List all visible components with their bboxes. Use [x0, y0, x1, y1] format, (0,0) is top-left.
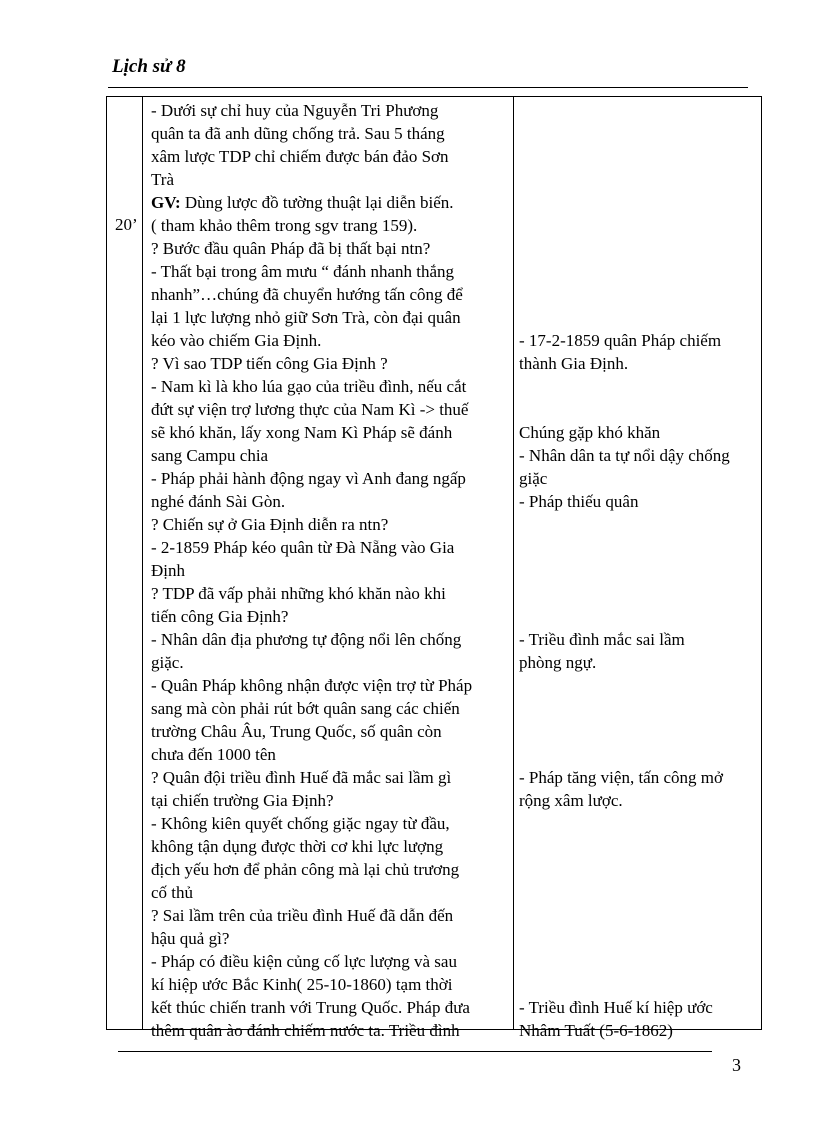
activity-line: ? Chiến sự ở Gia Định diễn ra ntn? — [151, 515, 389, 534]
activity-line: quân ta đã anh dũng chống trả. Sau 5 tháng — [151, 124, 445, 143]
time-cell: 20’ — [115, 215, 138, 234]
activity-line: ? Vì sao TDP tiến công Gia Định ? — [151, 354, 388, 373]
content-line: - Nhân dân ta tự nổi dậy chống — [519, 446, 730, 465]
activity-line: ? Quân đội triều đình Huế đã mắc sai lầm gì — [151, 768, 452, 787]
activity-line: kéo vào chiếm Gia Định. — [151, 331, 322, 350]
activity-line: - Quân Pháp không nhận được viện trợ từ Pháp — [151, 676, 473, 695]
column-divider-1 — [142, 97, 143, 1029]
activity-line: - Pháp có điều kiện củng cố lực lượng và sau — [151, 952, 457, 971]
content-line: phòng ngự. — [519, 653, 597, 672]
content-line: Nhâm Tuất (5-6-1862) — [519, 1021, 673, 1040]
activity-line: cố thủ — [151, 883, 194, 902]
content-line: - 17-2-1859 quân Pháp chiếm — [519, 331, 722, 350]
content-line: rộng xâm lược. — [519, 791, 623, 810]
activity-line: Trà — [151, 170, 174, 189]
activity-line: nhanh”…chúng đã chuyển hướng tấn công để — [151, 285, 463, 304]
activity-line: - Nam kì là kho lúa gạo của triều đình, nếu cắt — [151, 377, 467, 396]
activity-line: ? TDP đã vấp phải những khó khăn nào khi — [151, 584, 446, 603]
activity-line: trường Châu Âu, Trung Quốc, số quân còn — [151, 722, 442, 741]
activity-line: hậu quả gì? — [151, 929, 230, 948]
activity-line: - Không kiên quyết chống giặc ngay từ đầu, — [151, 814, 450, 833]
activity-line: không tận dụng được thời cơ khi lực lượng — [151, 837, 444, 856]
activity-line: tại chiến trường Gia Định? — [151, 791, 334, 810]
content-line: thành Gia Định. — [519, 354, 629, 373]
activity-line: nghé đánh Sài Gòn. — [151, 492, 286, 511]
activity-line: đứt sự viện trợ lương thực của Nam Kì -> thuế — [151, 400, 469, 419]
activity-line: sẽ khó khăn, lấy xong Nam Kì Pháp sẽ đánh — [151, 423, 453, 442]
content-line: - Pháp tăng viện, tấn công mở — [519, 768, 723, 787]
activity-line: - Dưới sự chỉ huy của Nguyễn Tri Phương — [151, 101, 439, 120]
activity-line: ? Sai lầm trên của triều đình Huế đã dẫn đến — [151, 906, 454, 925]
activity-line: giặc. — [151, 653, 184, 672]
content-line: - Triều đình Huế kí hiệp ước — [519, 998, 713, 1017]
header-subject-title: Lịch sử 8 — [112, 56, 186, 77]
activity-line: địch yếu hơn để phản công mà lại chủ trương — [151, 860, 460, 879]
column-divider-2 — [513, 97, 514, 1029]
activity-line: kết thúc chiến tranh với Trung Quốc. Pháp đưa — [151, 998, 470, 1017]
content-line: - Pháp thiếu quân — [519, 492, 639, 511]
activity-line: GV: Dùng lược đồ tường thuật lại diễn biến. — [151, 193, 454, 212]
page-number: 3 — [732, 1055, 741, 1075]
content-line: - Triều đình mắc sai lầm — [519, 630, 685, 649]
header-divider — [108, 87, 748, 88]
activity-line: - Pháp phải hành động ngay vì Anh đang ngấp — [151, 469, 466, 488]
activity-line: xâm lược TDP chỉ chiếm được bán đảo Sơn — [151, 147, 449, 166]
activity-line: - Thất bại trong âm mưu “ đánh nhanh thắng — [151, 262, 455, 281]
activity-line: kí hiệp ước Bắc Kinh( 25-10-1860) tạm thời — [151, 975, 453, 994]
lesson-table — [106, 96, 762, 1040]
activity-line: thêm quân ào đánh chiếm nước ta. Triều đình — [151, 1021, 460, 1040]
activity-line: sang mà còn phải rút bớt quân sang các chiến — [151, 699, 460, 718]
teacher-student-activity-column — [151, 99, 513, 1042]
content-line: Chúng gặp khó khăn — [519, 423, 661, 442]
activity-line: - 2-1859 Pháp kéo quân từ Đà Nẵng vào Gia — [151, 538, 455, 557]
activity-line: tiến công Gia Định? — [151, 607, 289, 626]
activity-line: chưa đến 1000 tên — [151, 745, 276, 764]
activity-line: - Nhân dân địa phương tự động nổi lên chống — [151, 630, 462, 649]
activity-line: ? Bước đầu quân Pháp đã bị thất bại ntn? — [151, 239, 431, 258]
activity-line: ( tham khảo thêm trong sgv trang 159). — [151, 216, 418, 235]
activity-line: sang Campu chia — [151, 446, 269, 465]
footer-divider — [118, 1051, 712, 1052]
activity-line: lại 1 lực lượng nhỏ giữ Sơn Trà, còn đại quân — [151, 308, 461, 327]
activity-line: Định — [151, 561, 185, 580]
content-line: giặc — [519, 469, 548, 488]
